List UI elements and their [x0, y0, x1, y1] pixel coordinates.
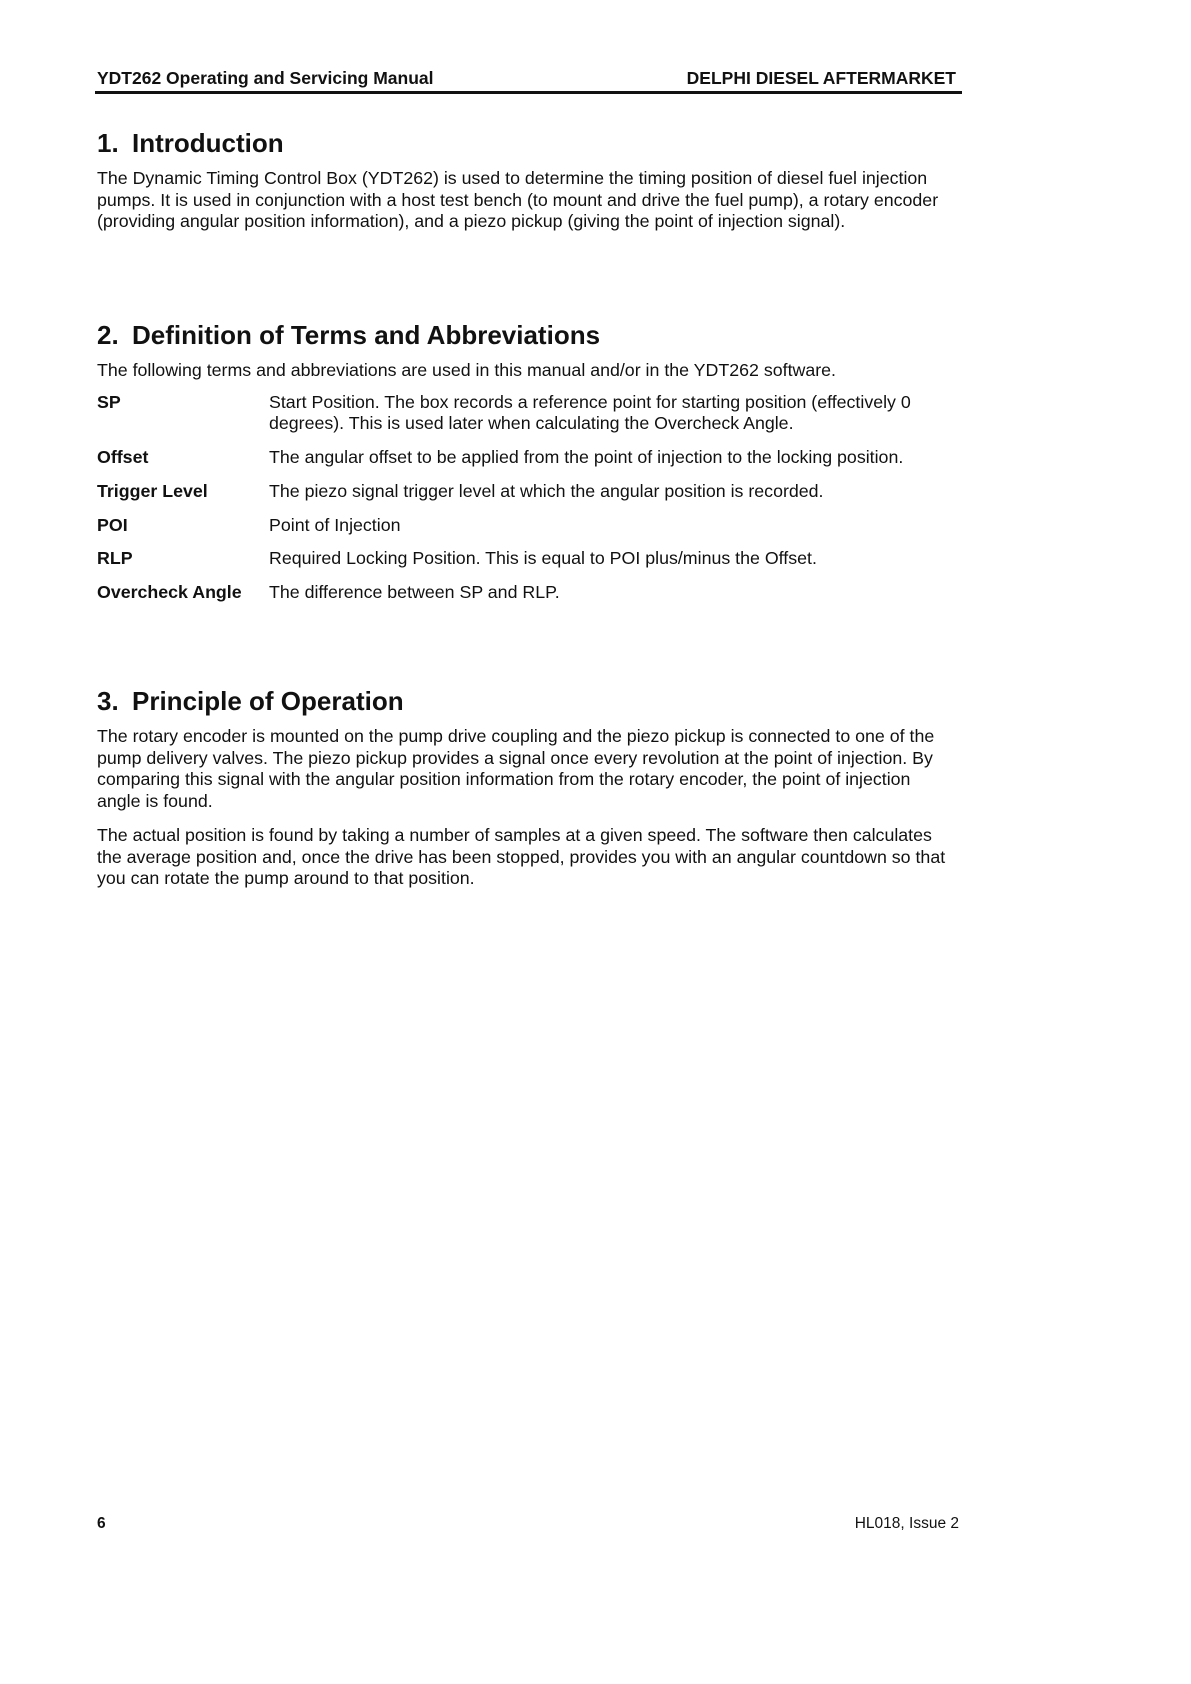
- term-row: [97, 481, 957, 503]
- terms-list: [97, 392, 957, 604]
- paragraph: The rotary encoder is mounted on the pump drive coupling and the piezo pickup is connected to one of the pump delivery valves. The piezo pickup provides a signal once every revolution at the point of injection. By comparing this signal with the angular position information from the rotary encoder, the point of injection angle is found.: [97, 726, 935, 812]
- document-reference: HL018, Issue 2: [854, 1515, 959, 1532]
- term-row: [97, 392, 957, 435]
- section-heading: [97, 686, 957, 716]
- section-title: Definition of Terms and Abbreviations: [132, 320, 601, 350]
- section-number: 1.: [97, 128, 119, 158]
- paragraph: The following terms and abbreviations are used in this manual and/or in the YDT262 software.: [97, 360, 836, 380]
- term-name: Overcheck Angle: [97, 581, 242, 602]
- term-definition: Required Locking Position. This is equal to POI plus/minus the Offset.: [269, 548, 817, 569]
- section-heading: [97, 128, 957, 158]
- term-definition: Point of Injection: [269, 514, 401, 535]
- term-name: POI: [97, 514, 128, 535]
- term-name: Offset: [97, 447, 149, 468]
- term-definition: The difference between SP and RLP.: [269, 581, 560, 602]
- section-heading: [97, 320, 957, 350]
- page-number: 6: [97, 1515, 106, 1532]
- term-definition: The piezo signal trigger level at which the angular position is recorded.: [269, 480, 824, 501]
- section-number: 3.: [97, 686, 119, 716]
- section-number: 2.: [97, 320, 119, 350]
- term-name: RLP: [97, 548, 133, 569]
- term-definition: The angular offset to be applied from the point of injection to the locking position.: [269, 447, 904, 468]
- term-row: [97, 515, 957, 537]
- term-name: Trigger Level: [97, 480, 208, 501]
- page-header: [95, 64, 962, 94]
- paragraph: The actual position is found by taking a number of samples at a given speed. The software then calculates the average position and, once the drive has been stopped, provides you with an angular countdown so that you can rotate the pump around to that position.: [97, 824, 946, 889]
- paragraph: The Dynamic Timing Control Box (YDT262) is used to determine the timing position of diesel fuel injection pumps. It is used in conjunction with a host test bench (to mount and drive the fuel pump), a rotary encoder (providing angular position information), and a piezo pickup (giving the point of injection signal).: [97, 168, 939, 232]
- term-row: [97, 548, 957, 570]
- term-definition: Start Position. The box records a reference point for starting position (effectively 0 degrees). This is used later when calculating the Overcheck Angle.: [269, 391, 911, 434]
- section-introduction: [97, 128, 957, 233]
- term-row: [97, 447, 957, 469]
- section-title: Introduction: [132, 128, 284, 158]
- section-title: Principle of Operation: [132, 686, 404, 716]
- manual-title: YDT262 Operating and Servicing Manual: [97, 68, 434, 88]
- company-name: DELPHI DIESEL AFTERMARKET: [686, 68, 956, 88]
- section-principle-of-operation: [97, 686, 957, 890]
- term-name: SP: [97, 391, 121, 412]
- section-definitions: [97, 320, 957, 616]
- term-row: [97, 582, 957, 604]
